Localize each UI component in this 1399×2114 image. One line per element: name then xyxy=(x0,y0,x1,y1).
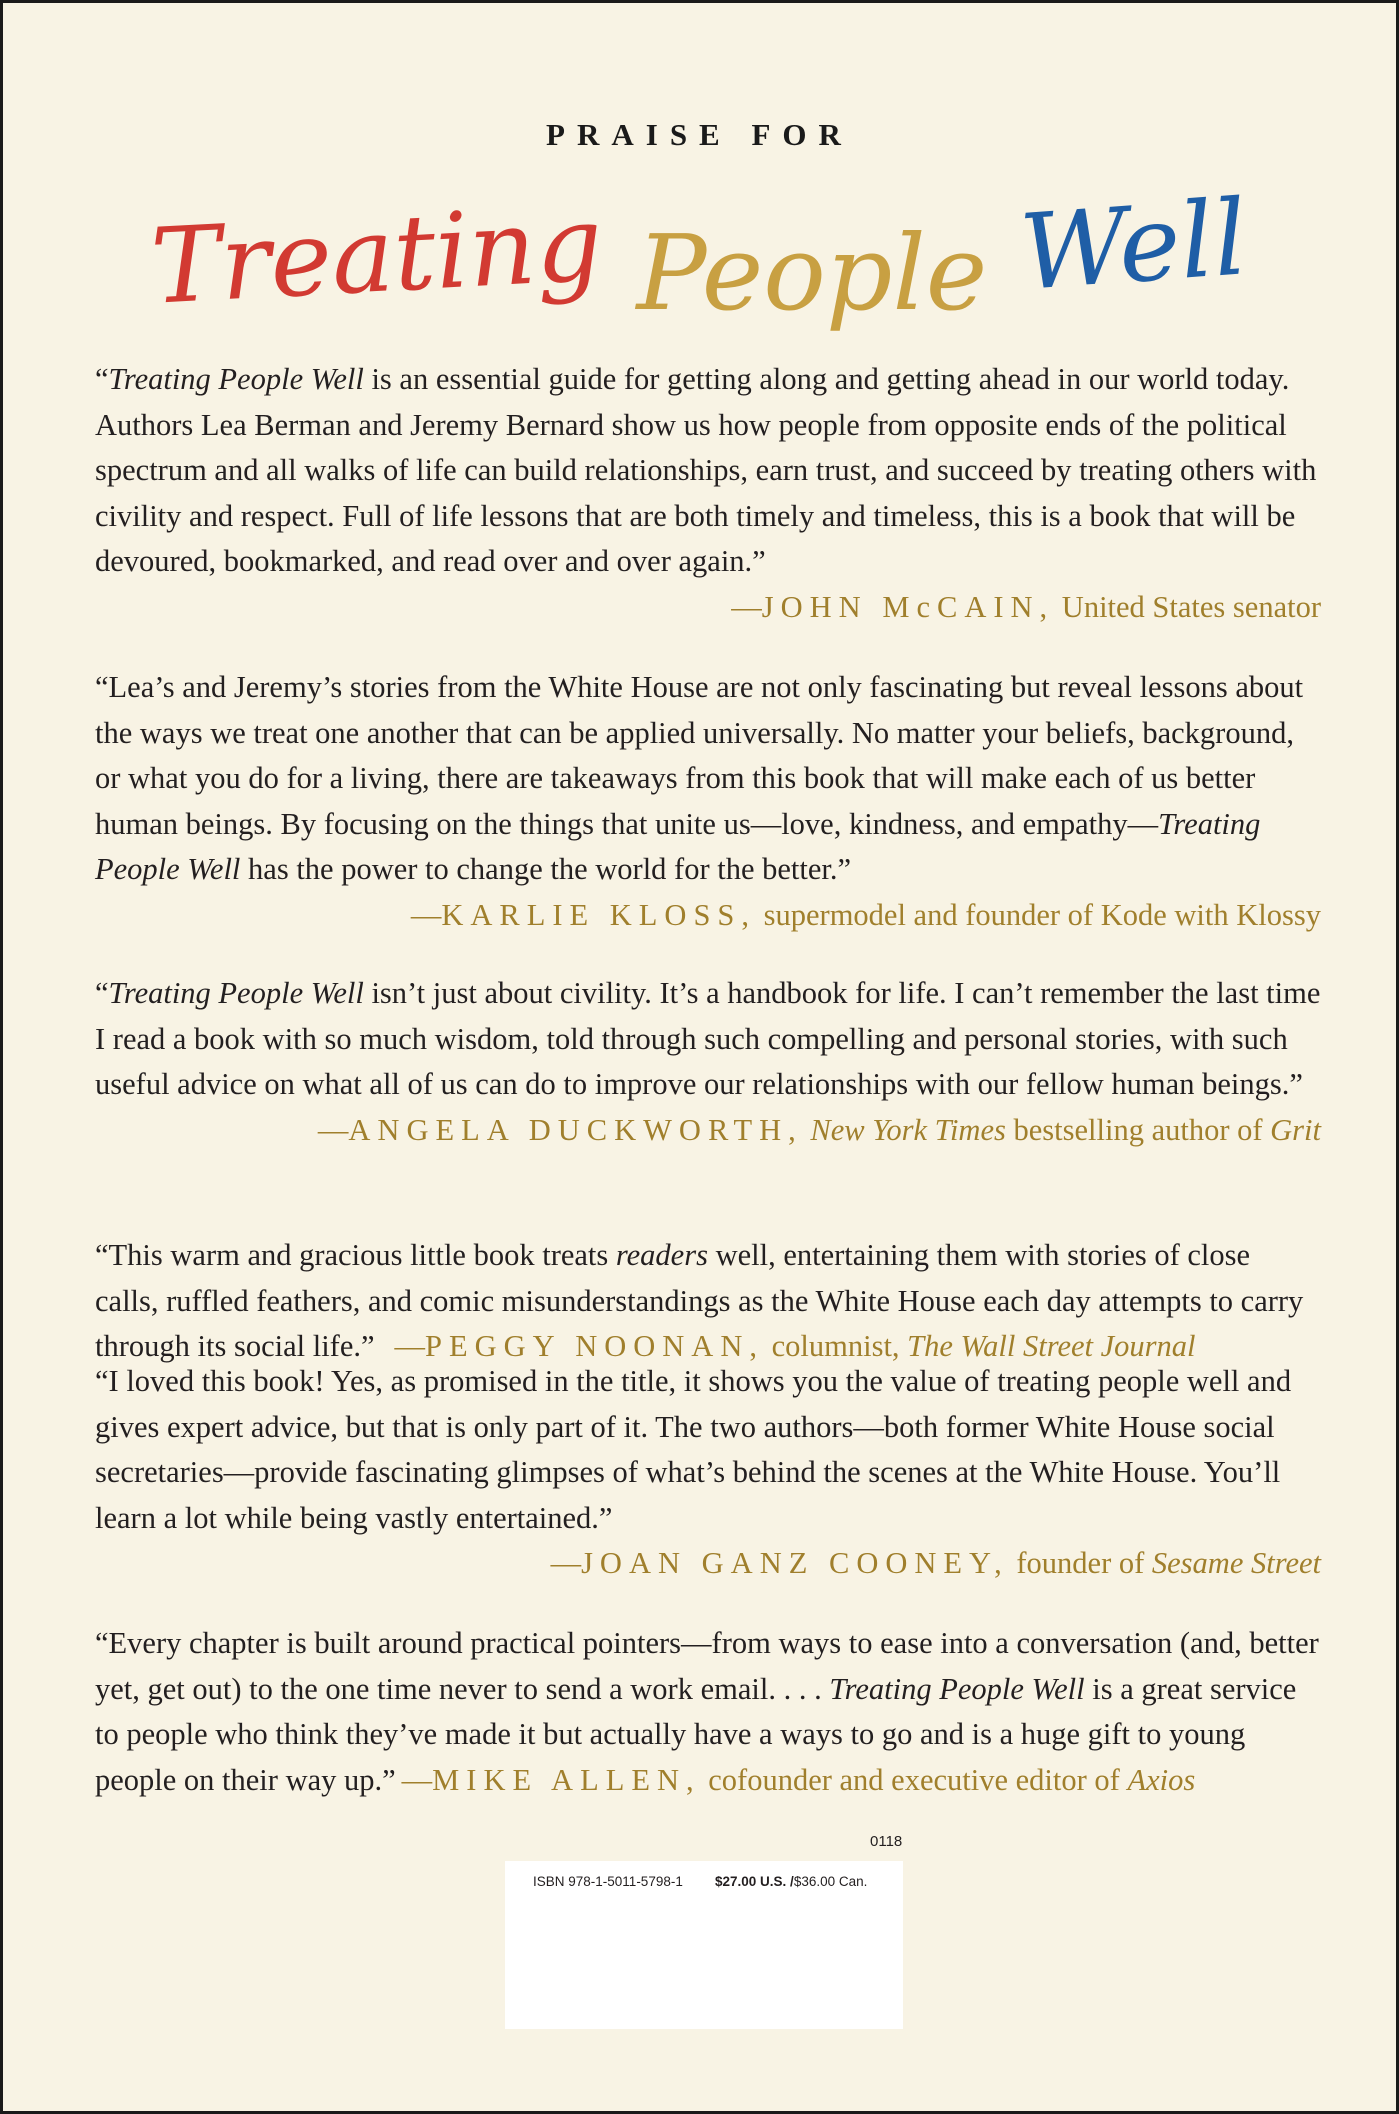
blurb-allen xyxy=(89,1621,1321,1803)
blurb-noonan xyxy=(89,1233,1321,1370)
blurb-text: “Every chapter is built around practical pointers—from ways to ease into a conversation (and, better yet, get out) to the one time never to send a work email. . . . Treating People Well is a great service to people who think they’ve made it but actually have a ways to go and is a huge gift to young people on their way up.” —MIKE ALLEN, cofounder and executive editor of Axios xyxy=(95,1626,1319,1797)
blurb-text: “Lea’s and Jeremy’s stories from the White House are not only fascinating but reveal lessons about the ways we treat one another that can be applied universally. No matter your beliefs, background, or what you do for a living, there are takeaways from this book that will make each of us better human beings. By focusing on the things that unite us—love, kindness, and empathy—Treating People Well has the power to change the world for the better.” xyxy=(95,670,1304,886)
blurb-duckworth xyxy=(89,971,1321,1153)
blurb-text: “I loved this book! Yes, as promised in the title, it shows you the value of treating people well and gives expert advice, but that is only part of it. The two authors—both former White House social secretaries—provide fascinating glimpses of what’s behind the scenes at the White House. You’ll learn a lot while being vastly entertained.” xyxy=(95,1364,1292,1535)
book-title-script xyxy=(3,175,1396,345)
blurb-mccain xyxy=(89,357,1321,630)
blurb-cooney xyxy=(89,1359,1321,1587)
title-word-treating: Treating xyxy=(148,182,606,328)
blurb-attribution: —JOAN GANZ COONEY, founder of Sesame Street xyxy=(550,1546,1321,1580)
title-word-well: Well xyxy=(1016,176,1252,314)
blurb-attribution: —ANGELA DUCKWORTH, New York Times bestselling author of Grit xyxy=(317,1112,1321,1147)
blurb-attribution: —MIKE ALLEN, cofounder and executive editor of Axios xyxy=(401,1762,1196,1797)
title-word-people: People xyxy=(636,212,988,334)
price-label: $27.00 U.S. /$36.00 Can. xyxy=(715,1874,868,1889)
blurb-kloss xyxy=(89,665,1321,938)
barcode-box xyxy=(505,1861,903,2029)
blurb-text: “Treating People Well isn’t just about civility. It’s a handbook for life. I can’t remember the last time I read a book with so much wisdom, told through such compelling and personal stories, with such useful advice on what all of us can do to improve our relationships with our fellow human beings.” xyxy=(95,976,1321,1101)
blurb-attribution: —JOHN McCAIN, United States senator xyxy=(731,589,1321,624)
blurb-text: “Treating People Well is an essential guide for getting along and getting ahead in our world today. Authors Lea Berman and Jeremy Bernard show us how people from opposite ends of the political spectrum and all walks of life can build relationships, earn trust, and succeed by treating others with civility and respect. Full of life lessons that are both timely and timeless, this is a book that will be devoured, bookmarked, and read over and over again.” xyxy=(95,362,1317,578)
blurb-attribution: —KARLIE KLOSS, supermodel and founder of Kode with Klossy xyxy=(410,897,1321,932)
price-code: 0118 xyxy=(870,1833,903,1850)
blurb-text: “This warm and gracious little book treats readers well, entertaining them with stories of close calls, ruffled feathers, and comic misunderstandings as the White House each day attempts to carry through its social life.” —PEGGY NOONAN, columnist, The Wall Street Journal xyxy=(95,1238,1304,1363)
praise-for-heading: PRAISE FOR xyxy=(546,117,853,152)
isbn-number: ISBN 978-1-5011-5798-1 xyxy=(533,1874,683,1889)
blurb-attribution: —PEGGY NOONAN, columnist, The Wall Street Journal xyxy=(394,1329,1196,1363)
